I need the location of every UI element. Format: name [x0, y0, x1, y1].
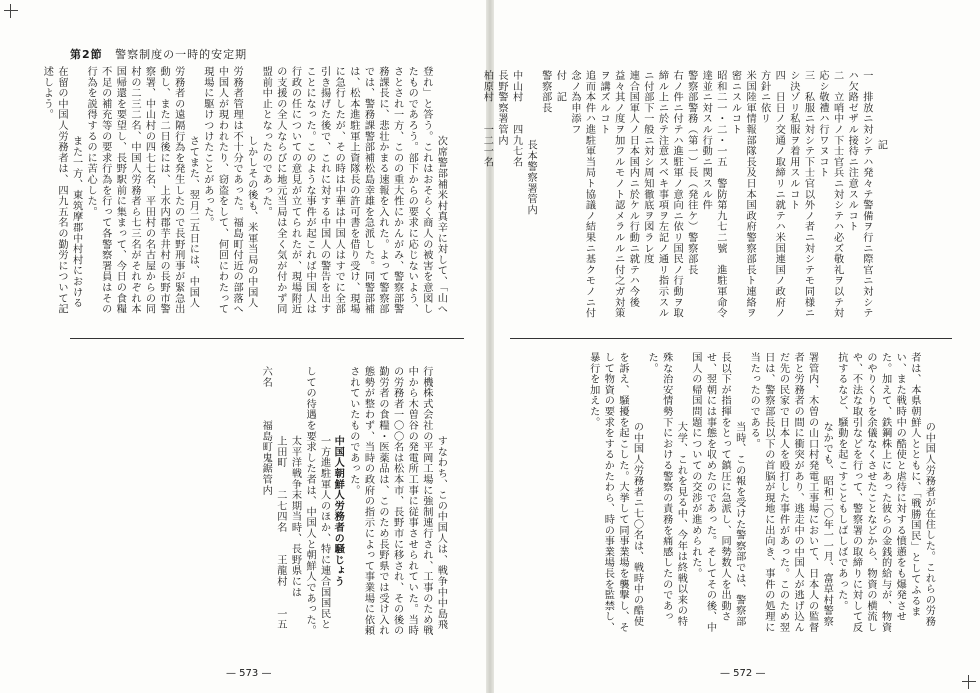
- labor-location-list-right: 長本警察署管内 中山村 四九七名 長野警察署管内 柏原村 一二一名: [481, 70, 537, 216]
- page-header: [70, 46, 247, 62]
- left-bottom-paragraph-3: 太平洋戦争末期当時、長野県には: [289, 435, 301, 598]
- left-top-paragraph-1: 次席警部補米村真辛に対して、「山へ登れ」と答う。これはおそらく商人の被害を意図したものであろう。部下からの要求に応じないよう、さとされ一方、このの重大性にかんがみ、警察部警務課長に、悲壮かまる速報を入れた。よって警察部では、警務課警部補松島幸雄を急派した。同警部補は、松本進駐軍上資隊長の許可書を借り受け、現場に急行したが、その時は中華は中国人はすでに全部引き揚げた後で、これに対する中国人の警告を出すことになった。このような事件が起これば中国人は行政の任についての意見が立てられたが、現場附近の支援の全人ならびに地元当局は全く気が付かず同盟前中止となったのであった。: [260, 66, 447, 315]
- band-divider: [70, 338, 464, 339]
- left-top-paragraph-3: さてまた、翌月二五日には、中国人労務者の遠隔行為を発生したので長野刑事が緊急出動し、また二日後には、上水内郡芋井村の長野市警察署、中山村の四七七名、平田村の名古屋からの同村の二三二名、中国人労務者ら七三名がそれぞれ本国帰還を要望し、長野駅前に集まって、今日の食糧不足の補充等の要求行為を行って各警察署員はその行為を説得するのに苦心した。: [85, 66, 199, 315]
- labor-location-list: 上田町 二七四名 王龍村 一五六名 福島町鬼鋸管内: [260, 366, 286, 631]
- page-number: — 573 —: [226, 668, 272, 679]
- section-number: 第2節: [70, 48, 103, 61]
- section-title: 警察制度の一時的安定期: [115, 48, 248, 61]
- registration-mark-icon: [962, 675, 976, 689]
- right-bottom-paragraph-1: の中国人労務者が在住した。これらの労務者は、本県朝鮮人とともに、「戦勝国民」としてふるまい、また戦時中の酷使と虐待に対する憤懣をも爆発させた。加えて、鉄鋼株上にあった彼らの金銭的給与が、物資のやりくりを余儀なくさせたことなどから、物資の横流しや、不法な取引などを行って、警察署の取締りに対して反抗するなど、騒動を起こすこともしばしばであった。: [835, 352, 935, 633]
- left-top-paragraph-4: また一方、東筑摩郡中村村における在留の中国人労務者は、四九五名の勤労について記述しよう。: [41, 66, 82, 315]
- left-bottom-text-band: [72, 366, 462, 636]
- band-divider: [510, 338, 952, 339]
- right-bottom-paragraph-3: 当時、この報を受けた警察部では、警察部長以下が指揮をとって鎮圧に急派し、同勢数人を出動させ、翌朝には事態を収めたのであった。そしてその後、中国人の帰国問題についての交渉が進められた。: [689, 352, 745, 633]
- directive-text: 記 一 排放ニ対シテハ発々テ警備ヲ行ニ際官ニ対シテハ欠路ゼザル接待ニ注意スルコト 二 立哨中ノ下士官兵ニ対シテハ必ズ敬礼ヲ以テ対応シ敬禮ハ行ワヌコト 三 私服ニ対シテ下士官以外ノ者ニ対シテモ同様ニシ決ゾリ私服ヲ着用スルコト 四 日日ノ交通ノ取締リニ就テハ米国連国ノ政府ノ方針ニ依リ 米国陸軍情報部隊長及日本国政府警察部長ト連絡ヲ密ニスルコト 昭和二一・二・一五 警防第九七二號 進駐軍命令達並ニ対スル行動ニ関スル件 警察部警務（第一）長（発往ケ）警察部長 右ノ件ニ付テハ進駐軍ノ意向ニ依リ国民ノ行動ヲ取締ル上ニ於テ注意スベキ事項ヲ左記ノ通リ指示スルニ付部下一般ニ対シ周知徹底ヲ図ラレ度 連合国軍人ノ日本国内ニ於ケル行動ニ就テハ今後益々其ノ度ヲ加フルモノト認メラルルニ付之ガ対策ヲ講ズルコト 追而本件ハ進駐軍当局ト協議ノ結果ニ基クモノニ付念ノ為申添フ 付 記 警察部長: [539, 70, 887, 319]
- right-top-text-band: [481, 70, 902, 324]
- left-top-paragraph-2: しかしその後も、米軍当局の中国人労務者管理は不十分であった。福島町付近の部落へ中国人が現われたり、窃盗をして、何回にわたって現場に駆けつけたことがあった。: [201, 66, 257, 315]
- left-bottom-paragraph-1: すなわち、この中国人は、戦争中中島飛行機株式会社の平岡工場に強制連行され、工事のため戦中から木曽谷の発電所工事に従事させられていた。当時の労務者一〇〇名は松本市、長野市に移され、その後の勤労者の食糧・医薬品は、このため長野県では受け入れ態勢が整わず、当時の政府の指示によって事業場に依頼されていたものであった。: [347, 366, 447, 636]
- right-bottom-text-band: [510, 352, 950, 634]
- right-bottom-paragraph-5: の中国人労務者ニ七〇名は、戦時中の酷使を訴え、騒擾を起こした。大挙して同事業場を襲撃し、そして物資の要求をするかたわら、時の事業場長を監禁し、暴行を加えた。: [587, 352, 643, 633]
- right-bottom-paragraph-4: 大学、これを見る中、今年は終戦以来の特殊な治安情勢下における警察の責務を痛感したのであった。: [646, 352, 687, 627]
- right-page: [481, 0, 980, 693]
- registration-mark-icon: [4, 4, 18, 18]
- left-bottom-paragraph-2: 一方進駐軍人のほか、特に連合国国民としての待遇を要求した者は、中国人と朝鮮人であった。: [304, 366, 330, 636]
- page-number: — 572 —: [720, 668, 766, 679]
- left-page: [0, 0, 486, 693]
- left-top-text-band: [41, 66, 462, 316]
- right-bottom-paragraph-2: なかでも、昭和二〇年一一月、富草村警察署管内、木曽の山口村発電工事場において、日本人の監督者と労務者の間に衝突があり、逃走中の中国人が逃げ込んだ先の民家で日本人を殴打した事件があった。このため翌日は、警察部長以下の首脳が現地に出向き、事件の処理に当たったのである。: [748, 352, 833, 633]
- subsection-heading: 中国人朝鮮人労務者の騒じょう: [332, 435, 345, 587]
